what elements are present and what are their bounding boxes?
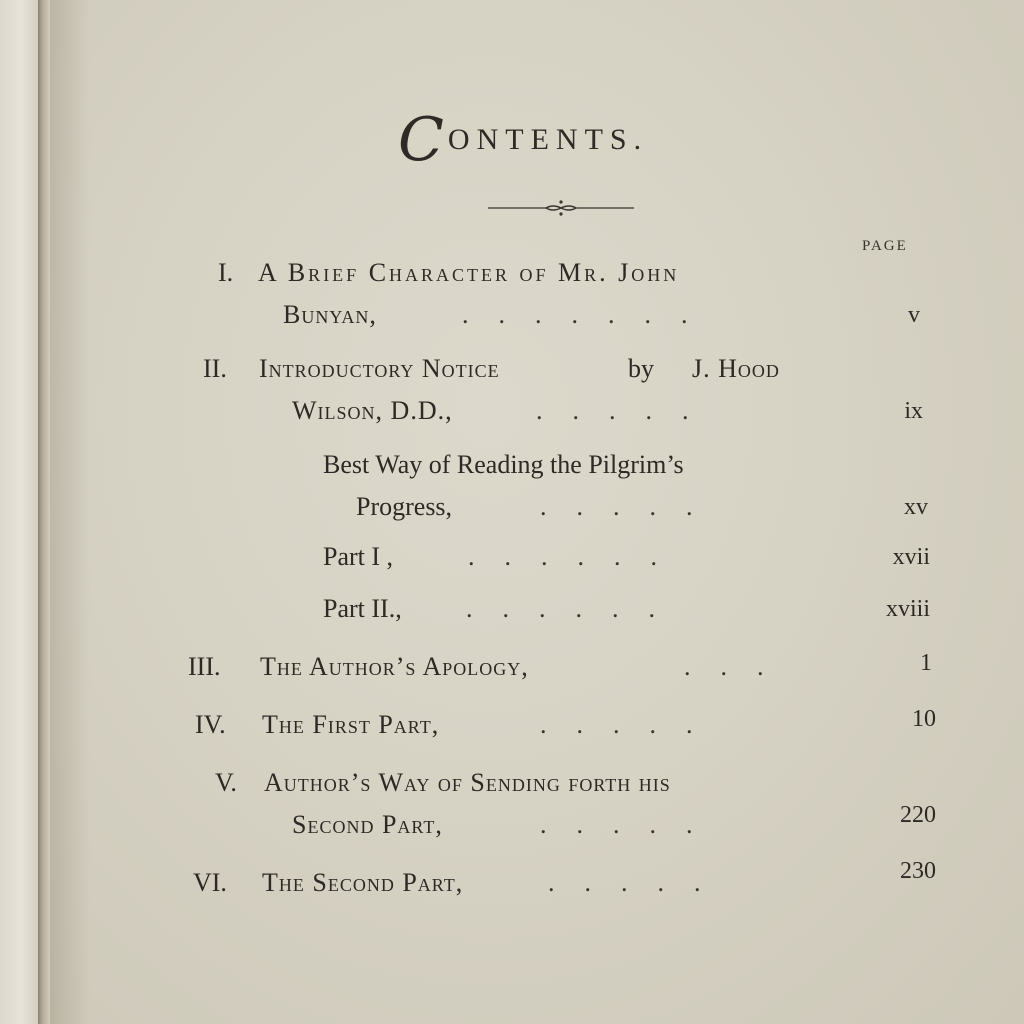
- page-fold-shadow: [50, 0, 90, 1024]
- entry-8-numeral: V.: [215, 768, 237, 797]
- entry-1-title-line2: Bunyan,: [283, 300, 377, 329]
- page-column-label: PAGE: [862, 238, 908, 254]
- entry-4-leader-dots: ......: [468, 542, 687, 571]
- entry-8-title-line2: Second Part,: [292, 810, 443, 839]
- entry-8-leader-dots: .....: [540, 810, 723, 839]
- entry-2-title-line1: Introductory Notice: [259, 354, 500, 383]
- contents-heading: [398, 105, 718, 175]
- entry-8-title-line1: Author’s Way of Sending forth his: [264, 768, 671, 797]
- entry-2-numeral: II.: [203, 354, 227, 383]
- heading-decorated-initial: C: [398, 105, 444, 175]
- entry-4-title: Part I ,: [323, 542, 394, 571]
- entry-1-title-line1: A Brief Character of Mr. John: [258, 258, 680, 287]
- entry-3-leader-dots: .....: [540, 492, 723, 521]
- entry-6-page: 1: [920, 650, 932, 676]
- entry-5-title: Part II.,: [323, 594, 402, 623]
- entry-1-numeral: I.: [218, 258, 234, 287]
- left-page-edge: [0, 0, 38, 1024]
- entry-6-title: The Author’s Apology,: [260, 652, 529, 681]
- entry-2-title-line2: Wilson, D.D.,: [292, 396, 453, 425]
- entry-9-leader-dots: .....: [548, 868, 731, 897]
- entry-3-page: xv: [904, 494, 928, 520]
- entry-9-page: 230: [900, 858, 936, 884]
- entry-2-page: ix: [904, 398, 923, 424]
- entry-3-title-line1: Best Way of Reading the Pilgrim’s: [323, 450, 684, 479]
- entry-7-leader-dots: .....: [540, 710, 723, 739]
- heading-text: ONTENTS.: [447, 123, 649, 156]
- entry-9-numeral: VI.: [193, 868, 227, 897]
- entry-1-page: v: [908, 302, 920, 328]
- entry-3-title-line2: Progress,: [356, 492, 453, 521]
- entry-1-leader-dots: .......: [462, 300, 718, 329]
- entry-6-numeral: III.: [188, 652, 221, 681]
- entry-7-numeral: IV.: [195, 710, 226, 739]
- entry-8-page: 220: [900, 802, 936, 828]
- entry-5-page: xviii: [885, 596, 930, 622]
- ornament-divider-icon: [486, 198, 636, 218]
- entry-4-page: xvii: [892, 544, 930, 570]
- entry-6-leader-dots: ...: [684, 652, 794, 681]
- entry-2-title-by: by: [628, 354, 654, 383]
- entry-5-leader-dots: ......: [466, 594, 685, 623]
- entry-2-leader-dots: .....: [536, 396, 719, 425]
- entry-7-page: 10: [912, 706, 936, 732]
- entry-2-title-author: J. Hood: [692, 354, 780, 383]
- entry-9-title: The Second Part,: [262, 868, 464, 897]
- book-binding: [38, 0, 50, 1024]
- entry-7-title: The First Part,: [262, 710, 440, 739]
